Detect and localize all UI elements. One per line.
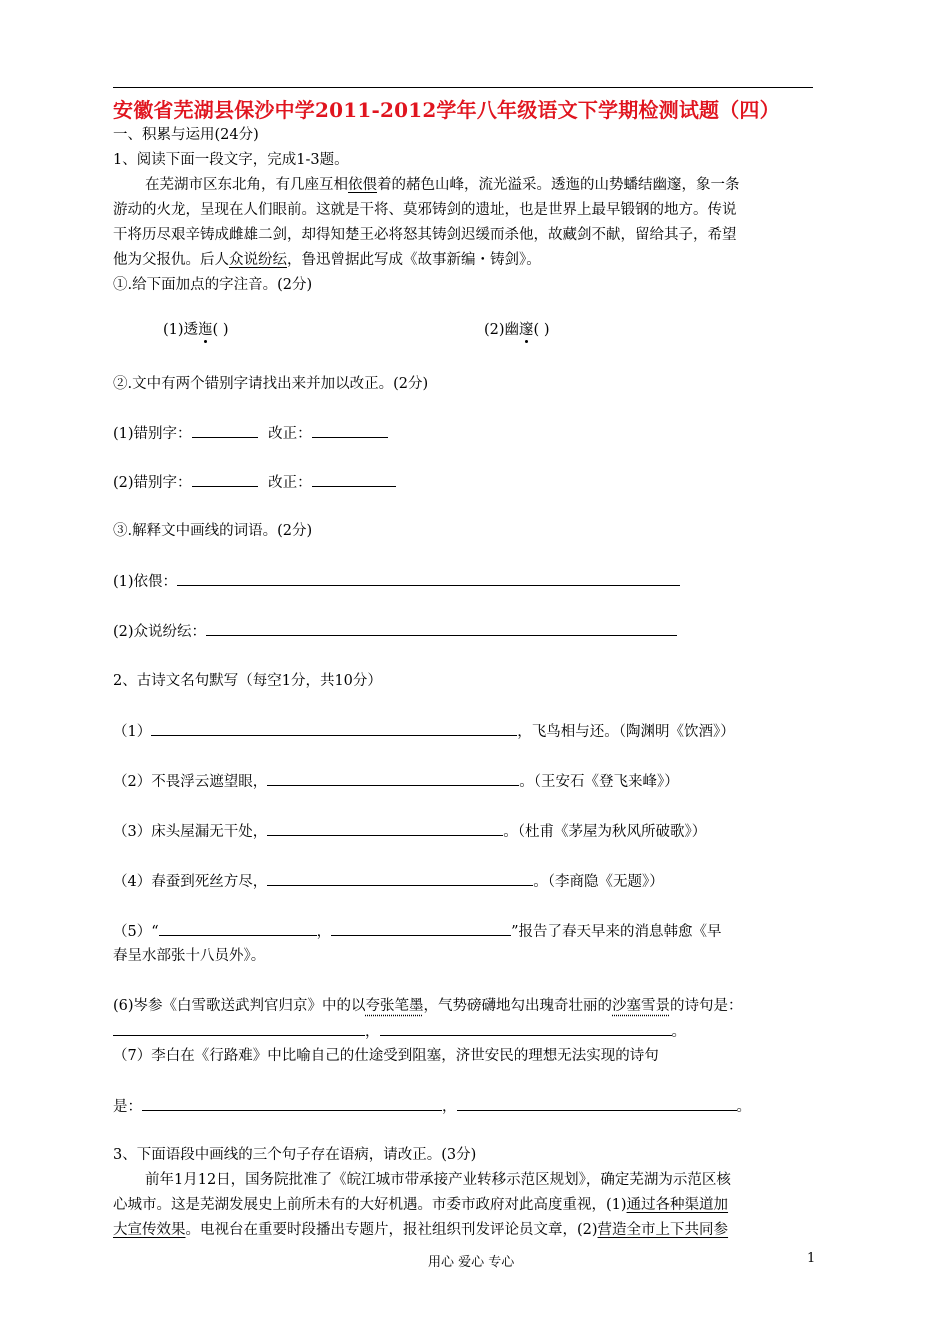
- answer-blank[interactable]: [267, 821, 503, 836]
- subquestion-3: ③.解释文中画线的词语。(2分): [113, 523, 313, 539]
- answer-blank[interactable]: [267, 771, 519, 786]
- answer-blank[interactable]: ( ): [212, 322, 229, 338]
- poem-line-7: （7）李白在《行路难》中比喻自己的仕途受到阻塞，济世安民的理想无法实现的诗句: [113, 1048, 659, 1064]
- poem-line-3: （3）床头屋漏无干处， 。（杜甫《茅屋为秋风所破歌》）: [113, 821, 706, 842]
- poem-line-4: （4）春蚕到死丝方尽， 。（李商隐《无题》）: [113, 871, 664, 892]
- dotted-char: 邃: [519, 322, 534, 338]
- answer-blank[interactable]: [177, 571, 680, 586]
- section-heading: 一、积累与运用(24分): [113, 127, 259, 143]
- passage-line-3: 干将历尽艰辛铸成雌雄二剑，却得知楚王必将怒其铸剑迟缓而杀他，故藏剑不献，留给其子，希望: [113, 227, 737, 243]
- poem-line-5-cont: 春呈水部张十八员外》。: [113, 948, 266, 964]
- question-1-intro: 1、阅读下面一段文字，完成1-3题。: [113, 152, 349, 168]
- underlined-sentence-1: 通过各种渠道加: [626, 1197, 729, 1213]
- poem-line-1: （1） ，飞鸟相与还。（陶渊明《饮酒》）: [113, 721, 735, 742]
- answer-blank[interactable]: [457, 1096, 737, 1111]
- pinyin-item-1: (1)透迤( ): [163, 322, 229, 338]
- q3-passage-line-1: 前年1月12日，国务院批准了《皖江城市带承接产业转移示范区规划》，确定芜湖为示范区核: [145, 1172, 731, 1188]
- answer-blank[interactable]: [113, 1021, 365, 1036]
- page-title: 安徽省芜湖县保沙中学2011-2012学年八年级语文下学期检测试题（四）: [113, 98, 780, 122]
- define-line-1: (1)依偎：: [113, 571, 680, 592]
- answer-blank[interactable]: [206, 621, 677, 636]
- poem-line-2: （2）不畏浮云遮望眼， 。（王安石《登飞来峰》）: [113, 771, 679, 792]
- dotted-phrase: 沙塞雪景: [612, 998, 671, 1014]
- poem-line-5: （5）“ ， ”报告了春天早来的消息韩愈《早: [113, 921, 722, 942]
- define-line-2: (2)众说纷纭：: [113, 621, 677, 642]
- subquestion-1: ①.给下面加点的字注音。(2分): [113, 277, 313, 293]
- footer-motto: 用心 爱心 专心: [428, 1255, 515, 1270]
- answer-blank[interactable]: [192, 423, 258, 438]
- passage-line-2: 游动的火龙，呈现在人们眼前。这就是干将、莫邪铸剑的遗址，也是世界上最早锻钢的地方。传说: [113, 202, 737, 218]
- underlined-word-zhongshuo: 众说纷纭: [229, 252, 287, 268]
- answer-blank[interactable]: [312, 472, 396, 487]
- answer-blank[interactable]: [267, 871, 533, 886]
- header-rule: [113, 87, 813, 88]
- underlined-word-yiwei: 依偎: [348, 177, 377, 193]
- answer-blank[interactable]: [331, 921, 511, 936]
- answer-blank[interactable]: [142, 1096, 442, 1111]
- answer-blank[interactable]: [380, 1021, 672, 1036]
- answer-blank[interactable]: ( ): [533, 322, 550, 338]
- dotted-char: 迤: [198, 322, 213, 338]
- q3-passage-line-2: 心城市。这是芜湖发展史上前所未有的大好机遇。市委市政府对此高度重视，(1)通过各种渠道加: [113, 1197, 729, 1213]
- underlined-sentence-1-end: 大宣传效果: [113, 1222, 186, 1238]
- question-3-intro: 3、下面语段中画线的三个句子存在语病，请改正。(3分): [113, 1147, 477, 1163]
- poem-line-6: (6)岑参《白雪歌送武判官归京》中的以夸张笔墨，气势磅礴地勾出瑰奇壮丽的沙塞雪景的诗句是：: [113, 998, 743, 1014]
- poem-line-7-blanks: 是： ， 。: [113, 1096, 751, 1117]
- passage-line-4: 他为父报仇。后人众说纷纭，鲁迅曾据此写成《故事新编・铸剑》。: [113, 252, 541, 268]
- answer-blank[interactable]: [312, 423, 388, 438]
- q3-passage-line-3: 大宣传效果。电视台在重要时段播出专题片，报社组织刊发评论员文章，(2)营造全市上下共同参: [113, 1222, 729, 1238]
- answer-blank[interactable]: [192, 472, 258, 487]
- poem-line-6-blanks: ， 。: [113, 1021, 686, 1042]
- passage-line-1: 在芜湖市区东北角，有几座互相依偎着的赭色山峰，流光溢采。透迤的山势蟠结幽邃，象一条: [145, 177, 740, 193]
- dotted-phrase: 夸张笔墨: [365, 998, 424, 1014]
- answer-blank[interactable]: [151, 721, 517, 736]
- typo-line-2: (2)错别字： 改正：: [113, 472, 396, 493]
- underlined-sentence-2: 营造全市上下共同参: [597, 1222, 729, 1238]
- answer-blank[interactable]: [159, 921, 317, 936]
- typo-line-1: (1)错别字： 改正：: [113, 423, 388, 444]
- page-number: 1: [807, 1251, 816, 1266]
- pinyin-item-2: (2)幽邃( ): [484, 322, 550, 338]
- subquestion-2: ②.文中有两个错别字请找出来并加以改正。(2分): [113, 376, 429, 392]
- question-2-intro: 2、古诗文名句默写（每空1分，共10分）: [113, 673, 382, 689]
